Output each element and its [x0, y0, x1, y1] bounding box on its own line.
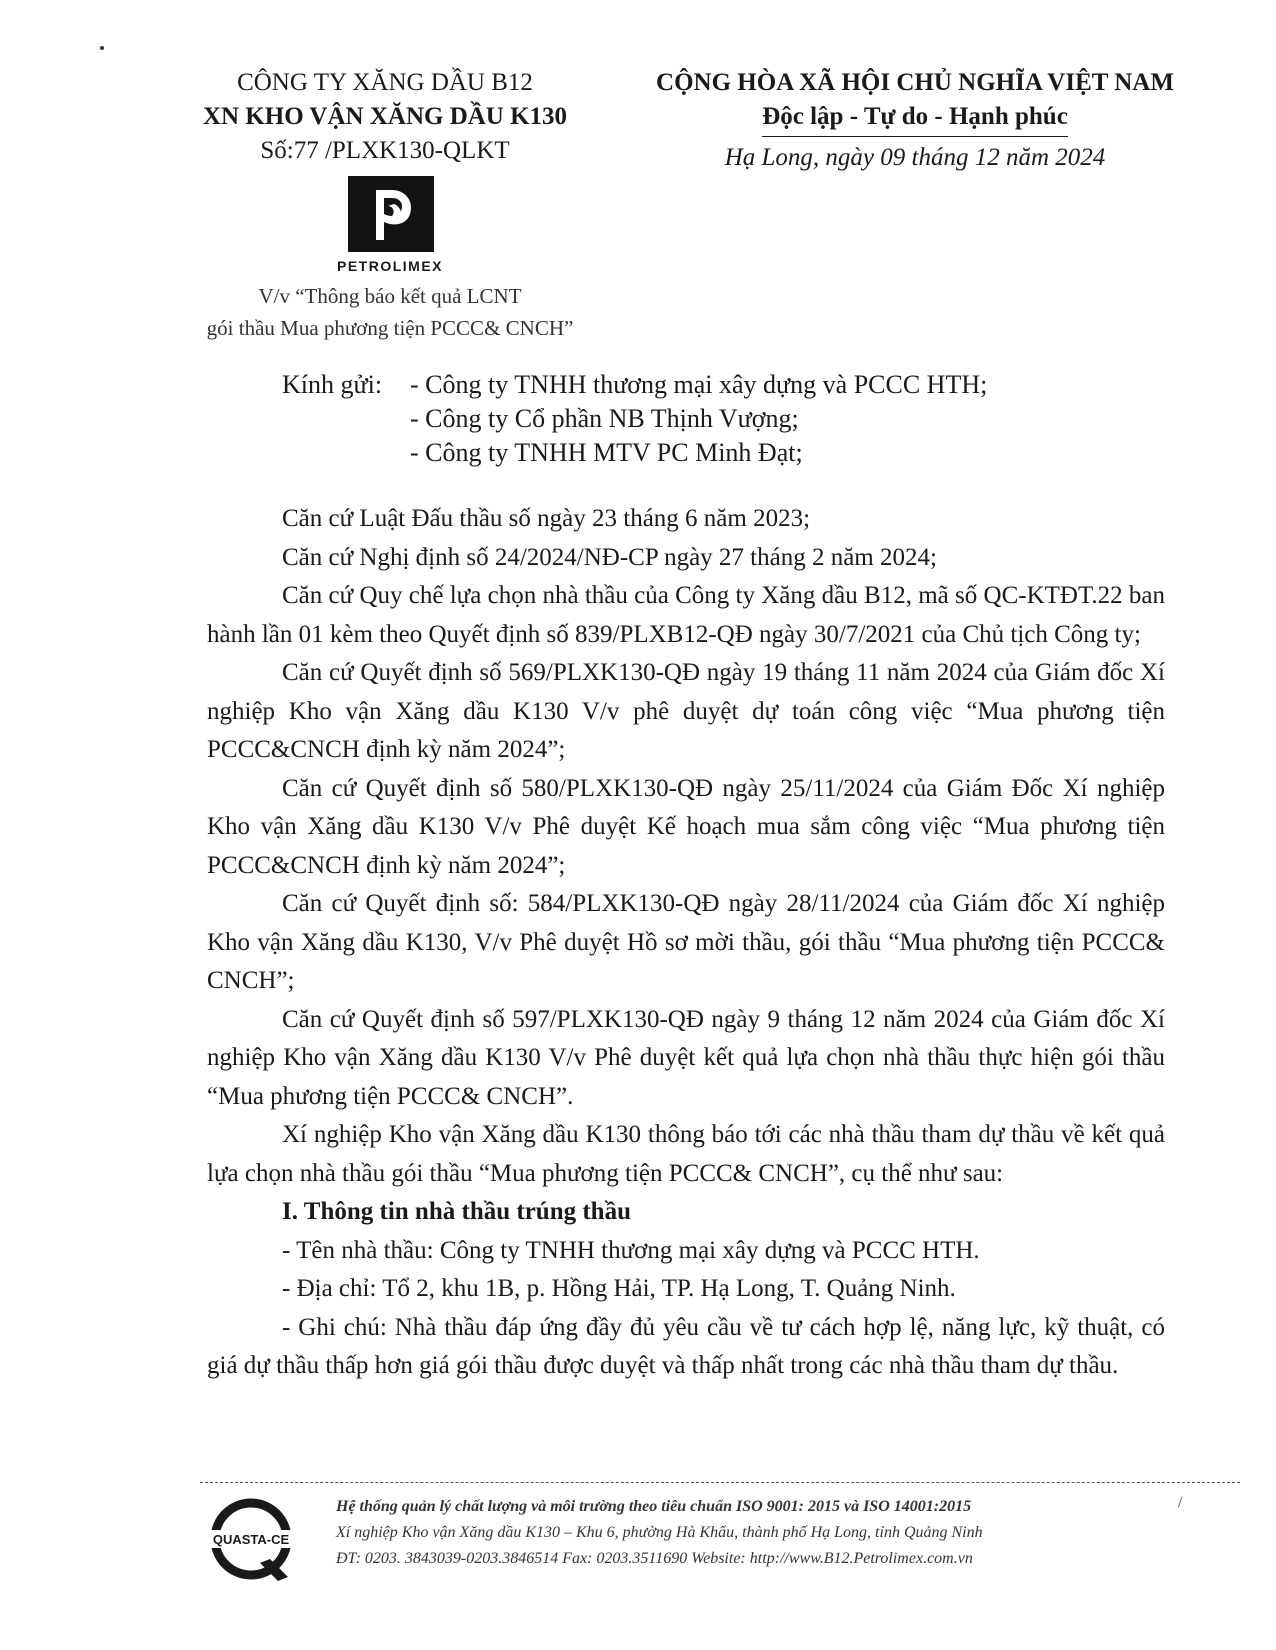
winner-name: - Tên nhà thầu: Công ty TNHH thương mại xây dựng và PCCC HTH.	[282, 1236, 980, 1264]
footer-divider	[200, 1482, 1240, 1483]
subject-line-1: V/v “Thông báo kết quả LCNT	[258, 284, 522, 308]
announcement-paragraph: Xí nghiệp Kho vận Xăng dầu K130 thông báo tới các nhà thầu tham dự thầu về kết quả lựa chọn nhà thầu gói thầu “Mua phương tiện PCCC& CNCH”, cụ thể như sau:	[207, 1121, 1165, 1187]
section-heading: I. Thông tin nhà thầu trúng thầu	[282, 1198, 631, 1225]
issue-date: Hạ Long, ngày 09 tháng 12 năm 2024	[724, 144, 1106, 171]
recipient-item: - Công ty Cổ phần NB Thịnh Vượng;	[410, 404, 799, 433]
document-number: Số:77 /PLXK130-QLKT	[260, 137, 510, 164]
quasta-certification-icon	[208, 1497, 294, 1583]
subject-block	[150, 280, 630, 344]
footer-contact-line: ĐT: 0203. 3843039-0203.3846514 Fax: 0203.3511690 Website: http://www.B12.Petrolimex.com.vn	[336, 1550, 973, 1567]
legal-basis-paragraph: Căn cứ Quyết định số 569/PLXK130-QĐ ngày 19 tháng 11 năm 2024 của Giám đốc Xí nghiệp Kho vận Xăng dầu K130 V/v phê duyệt dự toán công việc “Mua phương tiện PCCC&CNCH định kỳ năm 2024”;	[207, 659, 1165, 763]
legal-basis-paragraph: Căn cứ Quyết định số 597/PLXK130-QĐ ngày 9 tháng 12 năm 2024 của Giám đốc Xí nghiệp Kho vận Xăng dầu K130 V/v Phê duyệt kết quả lựa chọn nhà thầu thực hiện gói thầu “Mua phương tiện PCCC& CNCH”.	[207, 1005, 1165, 1110]
logo-wordmark: PETROLIMEX	[336, 258, 443, 274]
company-name: CÔNG TY XĂNG DẦU B12	[237, 69, 533, 96]
unit-name: XN KHO VẬN XĂNG DẦU K130	[202, 103, 568, 130]
legal-basis-paragraph: Căn cứ Nghị định số 24/2024/NĐ-CP ngày 27 tháng 2 năm 2024;	[282, 543, 937, 571]
legal-basis-paragraph: Căn cứ Quyết định số 580/PLXK130-QĐ ngày 25/11/2024 của Giám Đốc Xí nghiệp Kho vận Xăng dầu K130 V/v Phê duyệt Kế hoạch mua sắm công việc “Mua phương tiện PCCC&CNCH định kỳ năm 2024”;	[207, 774, 1165, 879]
country-title: CỘNG HÒA XÃ HỘI CHỦ NGHĨA VIỆT NAM	[656, 69, 1174, 96]
quasta-logo-text: QUASTA-CE	[212, 1532, 290, 1547]
footer-block	[336, 1494, 983, 1572]
winner-address: - Địa chỉ: Tổ 2, khu 1B, p. Hồng Hải, TP. Hạ Long, T. Quảng Ninh.	[282, 1275, 956, 1302]
subject-line-2: gói thầu Mua phương tiện PCCC& CNCH”	[206, 316, 574, 340]
legal-basis-paragraph: Căn cứ Quyết định số: 584/PLXK130-QĐ ngày 28/11/2024 của Giám đốc Xí nghiệp Kho vận Xăng dầu K130, V/v Phê duyệt Hồ sơ mời thầu, gói thầu “Mua phương tiện PCCC& CNCH”;	[207, 890, 1165, 994]
national-header	[620, 66, 1210, 175]
footer-iso-line: Hệ thống quản lý chất lượng và môi trường theo tiêu chuẩn ISO 9001: 2015 và ISO 14001:2015	[336, 1498, 972, 1515]
page-mark: /	[1178, 1494, 1183, 1511]
winner-note: - Ghi chú: Nhà thầu đáp ứng đầy đủ yêu cầu về tư cách hợp lệ, năng lực, kỹ thuật, có giá dự thầu thấp hơn giá gói thầu được duyệt và thấp nhất trong các nhà thầu tham dự thầu.	[207, 1313, 1165, 1379]
legal-basis-paragraph: Căn cứ Luật Đấu thầu số ngày 23 tháng 6 năm 2023;	[282, 505, 811, 532]
scan-speck	[100, 46, 104, 50]
legal-basis-paragraph: Căn cứ Quy chế lựa chọn nhà thầu của Công ty Xăng dầu B12, mã số QC-KTĐT.22 ban hành lần 01 kèm theo Quyết định số 839/PLXB12-QĐ ngày 30/7/2021 của Chủ tịch Công ty;	[207, 582, 1165, 648]
issuer-block	[160, 66, 610, 168]
recipient-item: - Công ty TNHH MTV PC Minh Đạt;	[410, 438, 803, 467]
national-motto: Độc lập - Tự do - Hạnh phúc	[762, 100, 1068, 137]
recipients-label: Kính gửi:	[282, 370, 383, 399]
recipients-block	[282, 368, 987, 470]
recipient-item: - Công ty TNHH thương mại xây dựng và PCCC HTH;	[410, 370, 988, 399]
footer-address-line: Xí nghiệp Kho vận Xăng dầu K130 – Khu 6, phường Hà Khẩu, thành phố Hạ Long, tỉnh Quảng Ninh	[336, 1524, 983, 1541]
letter-body	[207, 500, 1165, 1386]
petrolimex-logo-icon	[348, 176, 434, 252]
